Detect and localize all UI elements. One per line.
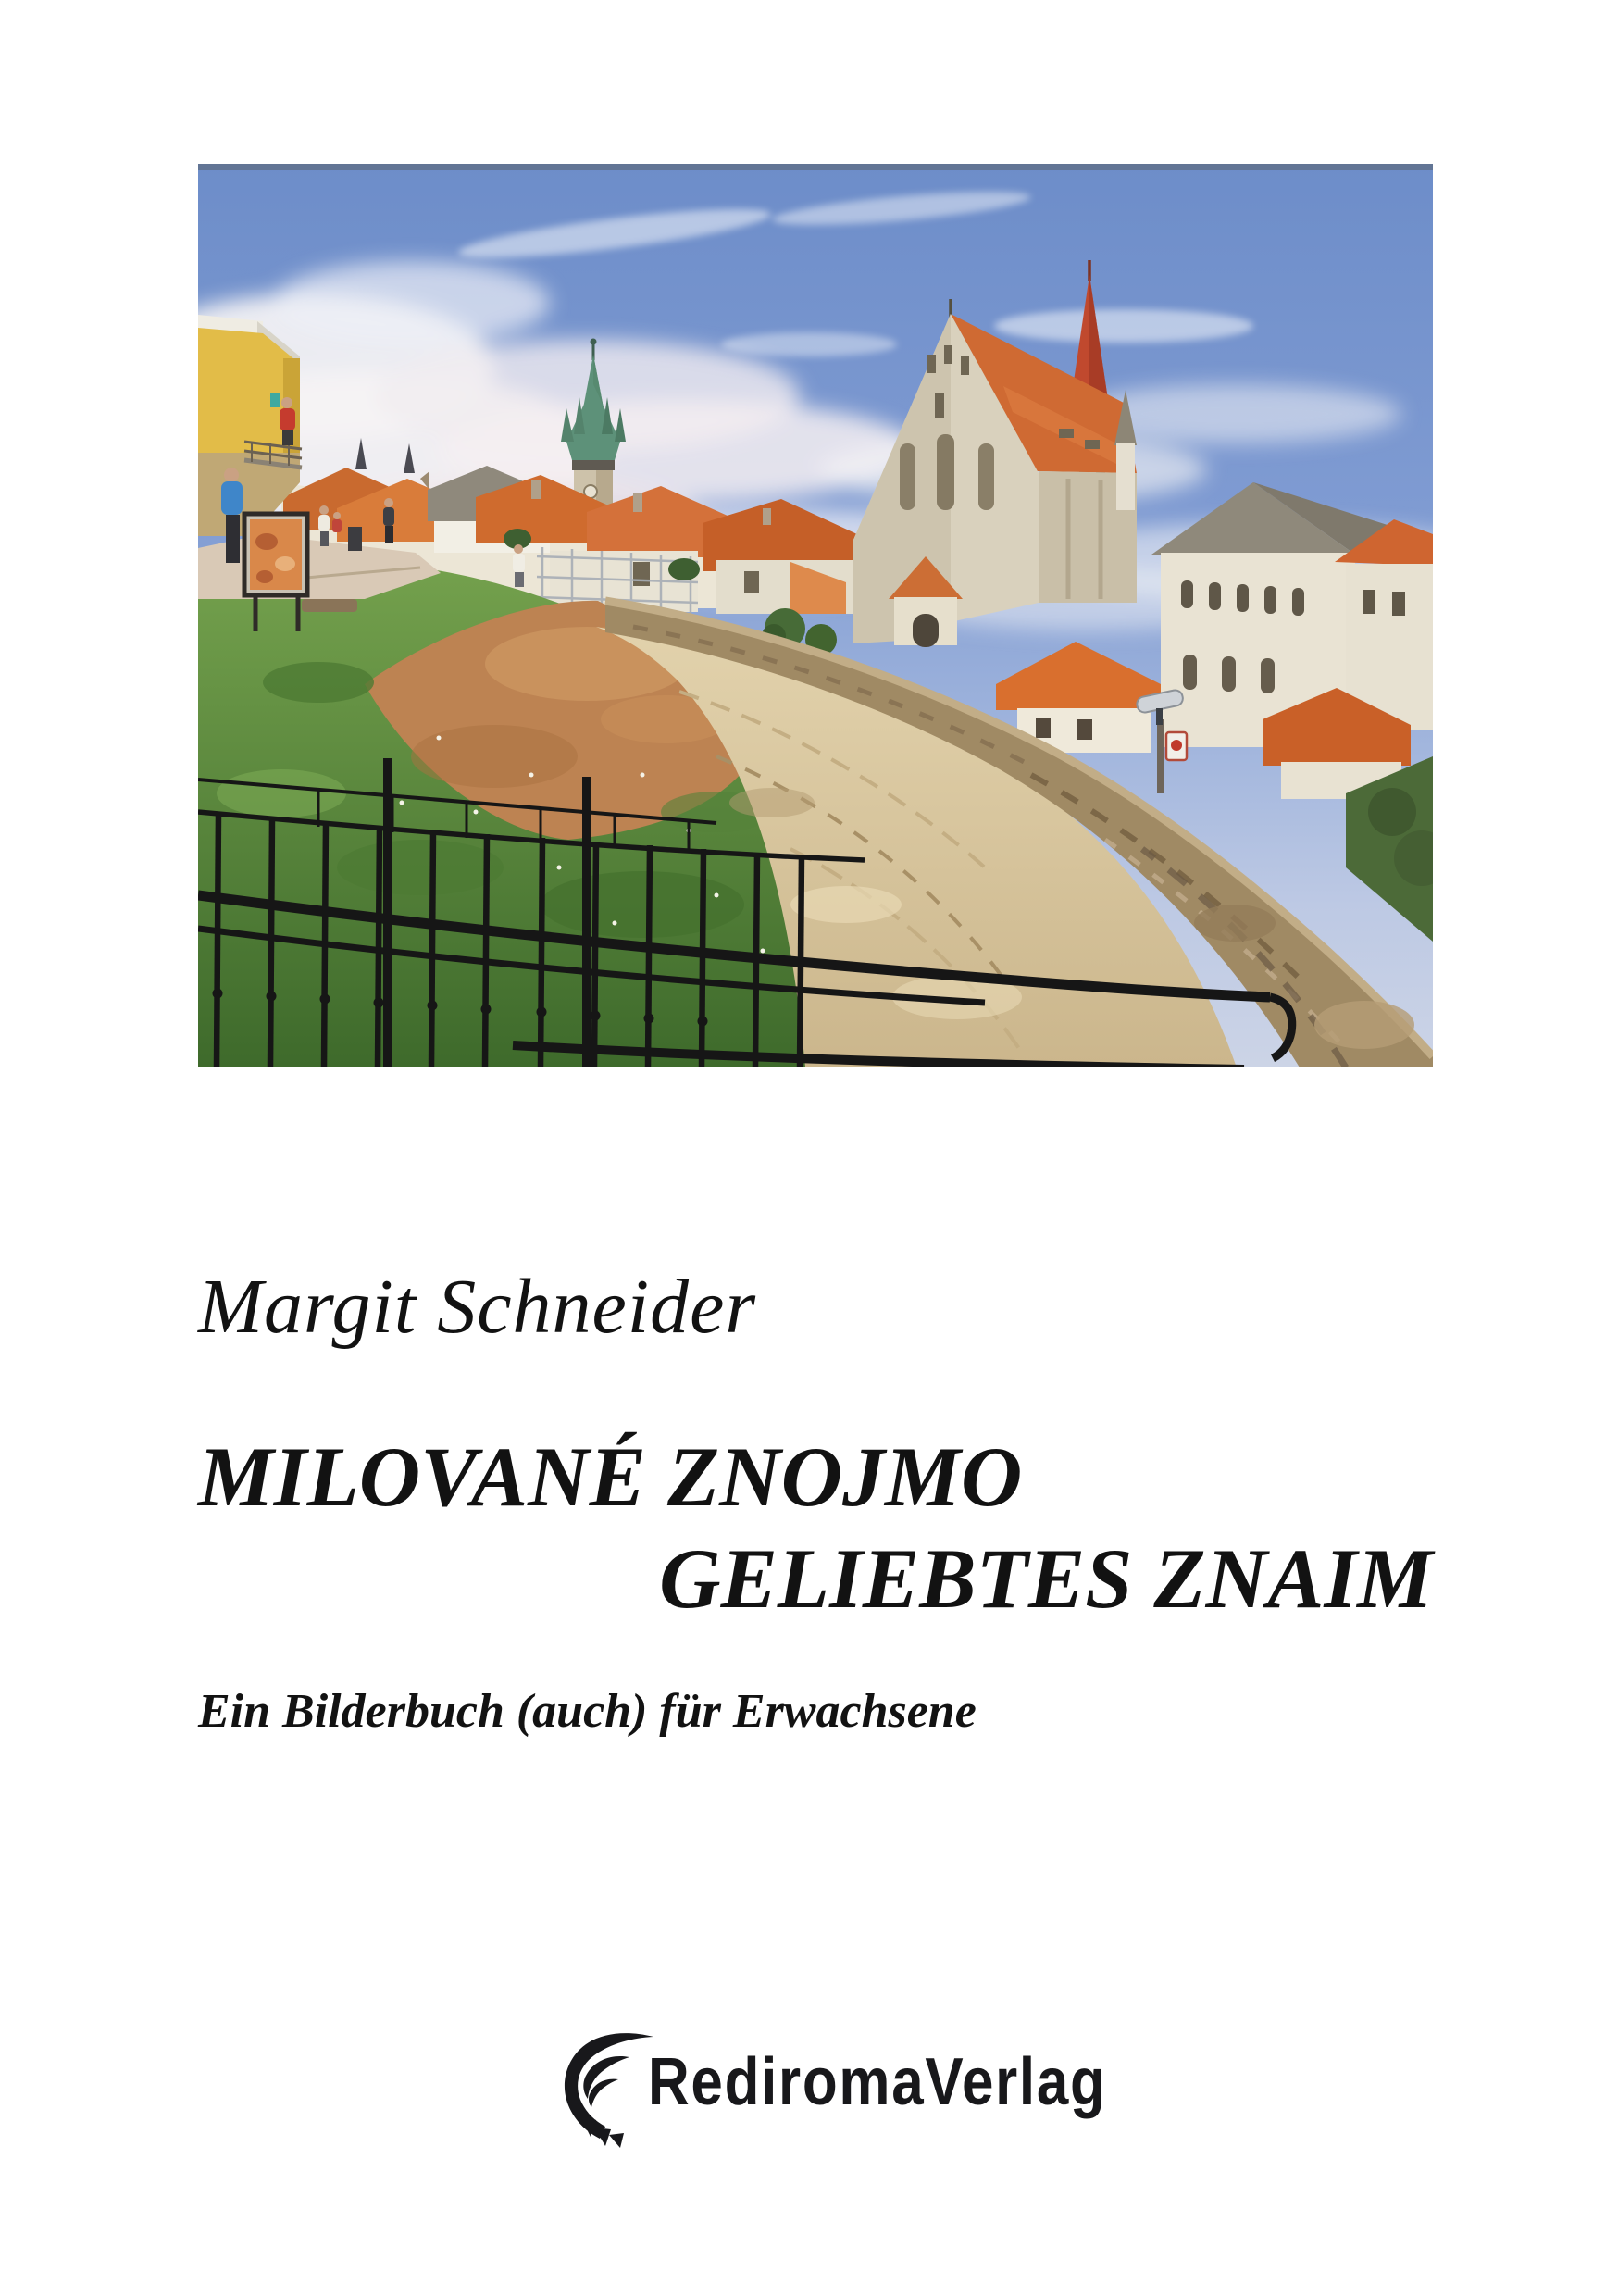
rediroma-swirl-icon xyxy=(563,2028,655,2148)
znojmo-panorama-illustration xyxy=(198,164,1433,1067)
cover-photo xyxy=(198,164,1433,1067)
title-line-german: GELIEBTES ZNAIM xyxy=(659,1531,1433,1627)
photo-top-edge xyxy=(198,164,1433,170)
subtitle: Ein Bilderbuch (auch) für Erwachsene xyxy=(198,1685,977,1738)
book-title xyxy=(198,1426,1433,1630)
publisher-name: RediromaVerlag xyxy=(648,2045,1107,2119)
title-line-czech: MILOVANÉ ZNOJMO xyxy=(198,1429,1023,1524)
author-name: Margit Schneider xyxy=(198,1264,757,1350)
